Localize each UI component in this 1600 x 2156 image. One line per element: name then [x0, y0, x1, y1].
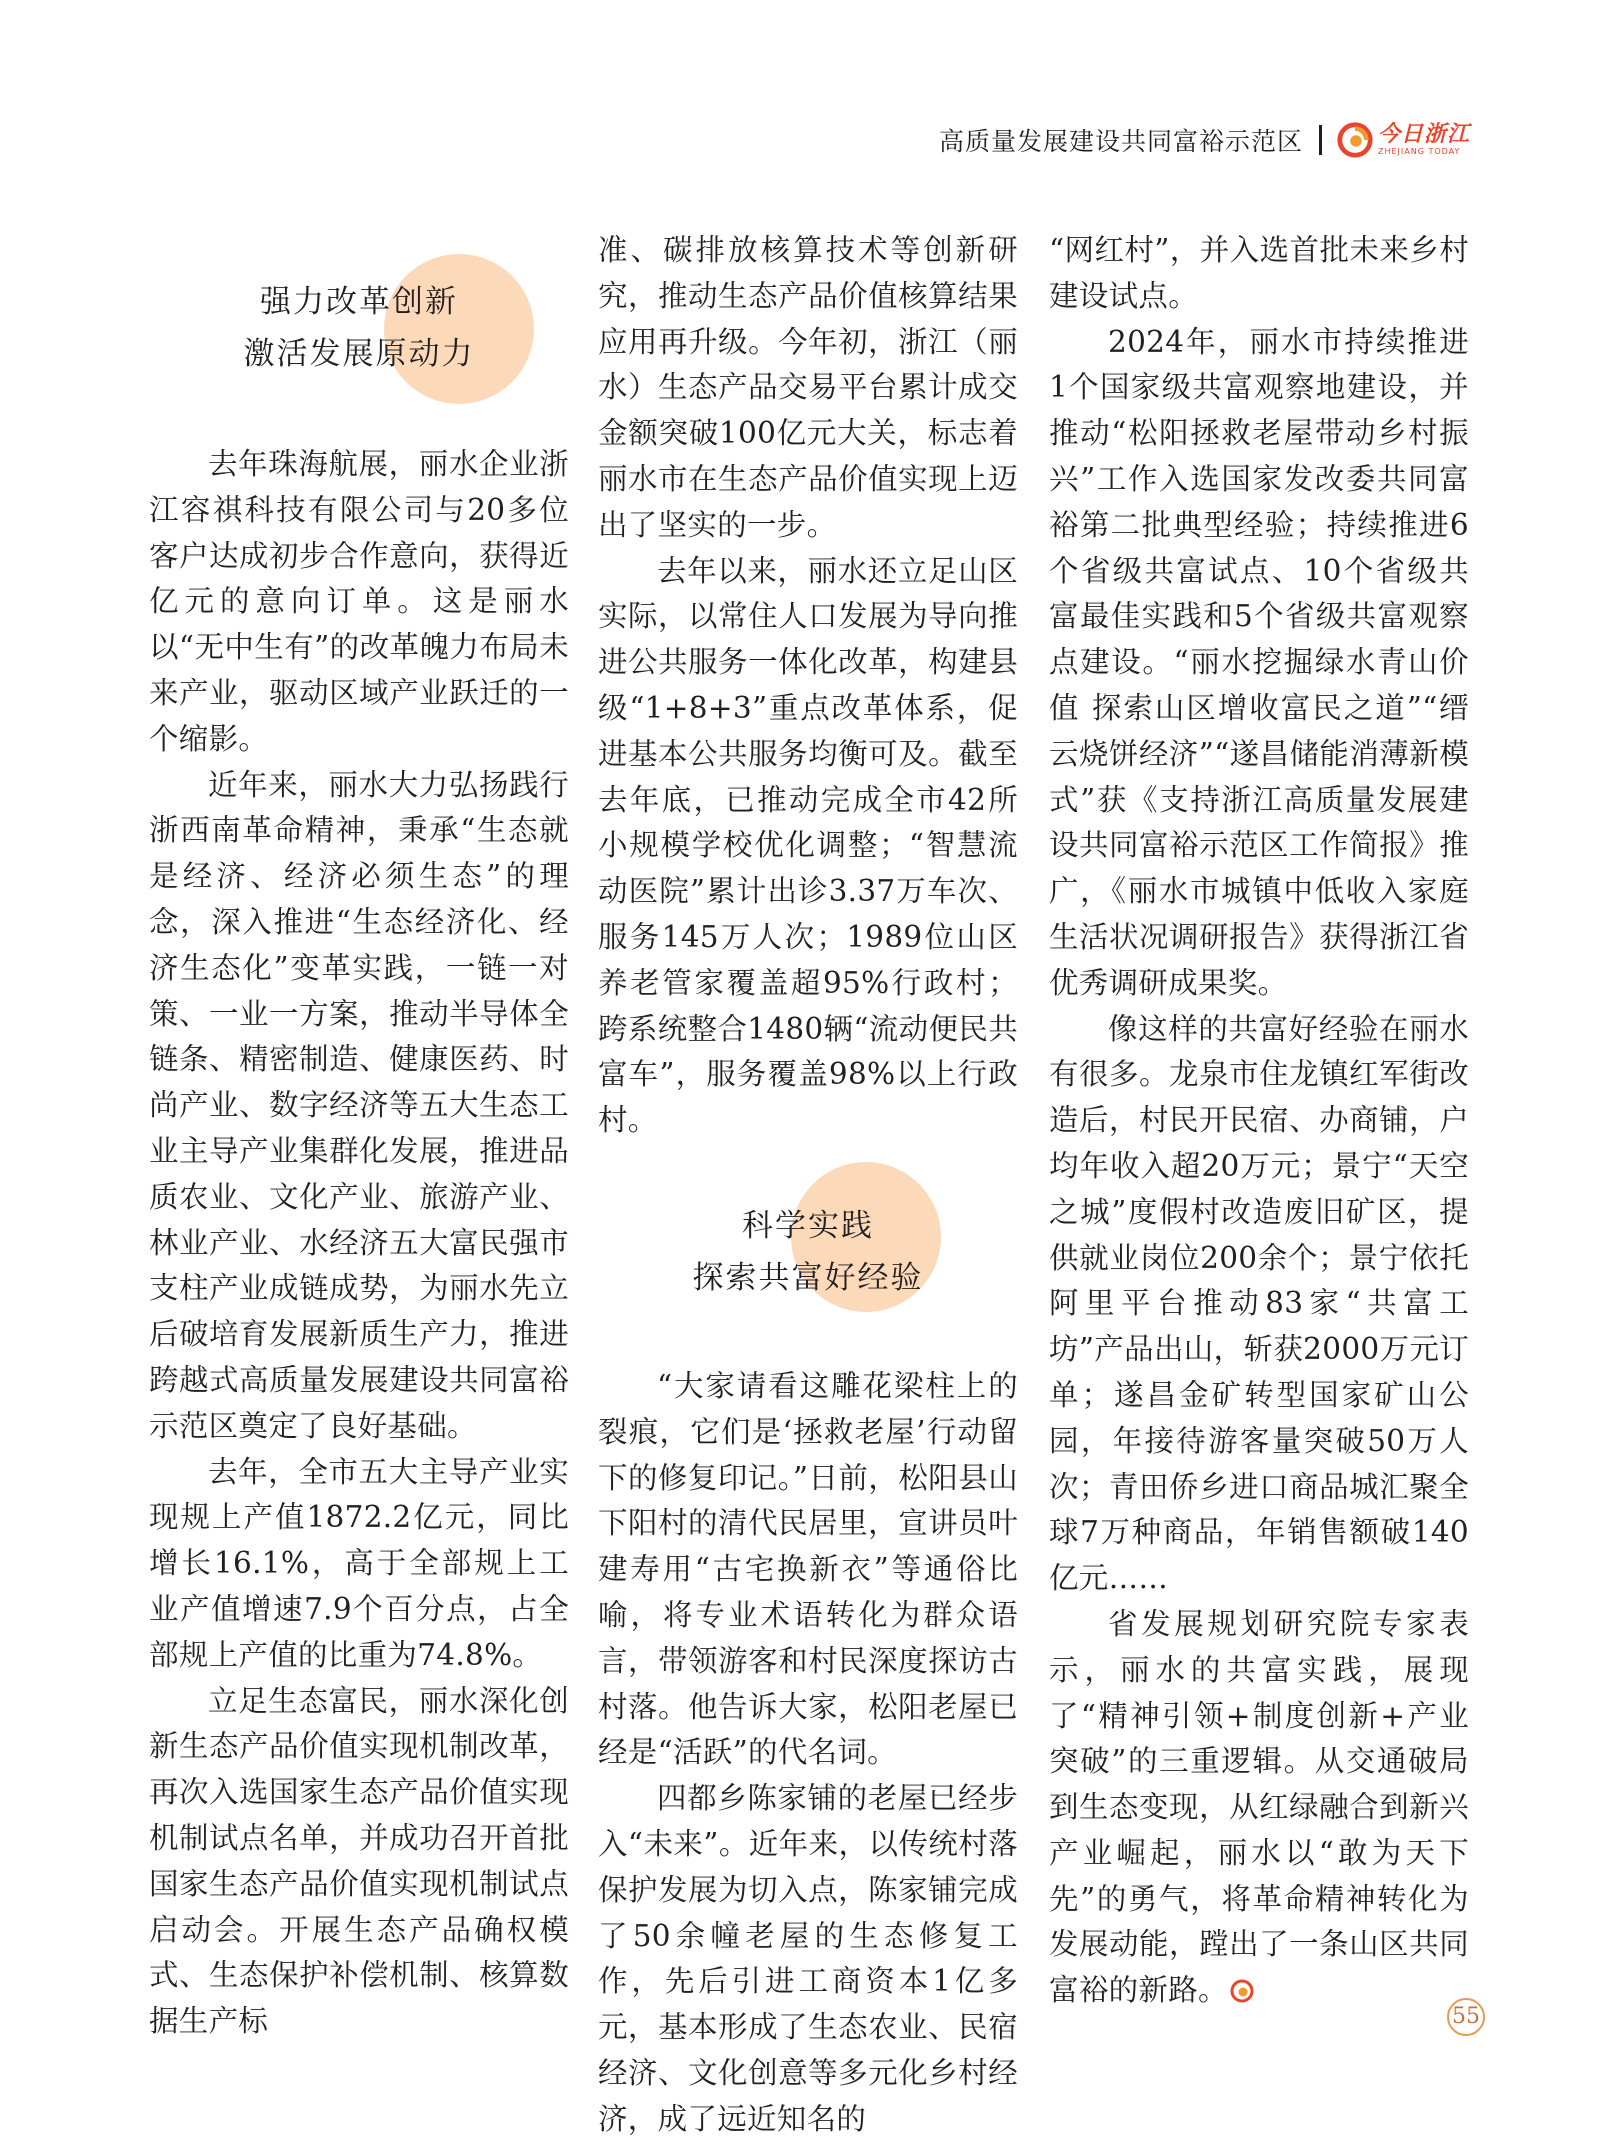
paragraph-continued: “网红村”，并入选首批未来乡村建设试点。: [1049, 233, 1469, 313]
heading-line-1: 科学实践: [742, 1207, 874, 1244]
logo-icon: [1336, 121, 1374, 159]
header-divider: [1319, 125, 1322, 155]
zhejiang-today-logo: [1336, 121, 1470, 159]
paragraph-final-text: 省发展规划研究院专家表示，丽水的共富实践，展现了“精神引领+制度创新+产业突破”的三重逻辑。从交通破局到生态变现，从红绿融合到新兴产业崛起，丽水以“敢为天下先”的勇气，将革命精神转化为发展动能，蹚出了一条山区共同富裕的新路。: [1049, 1606, 1469, 2008]
heading-line-2: 探索共富好经验: [692, 1259, 924, 1296]
article-column-3: [1049, 228, 1469, 2014]
header-title: 高质量发展建设共同富裕示范区: [938, 127, 1303, 156]
paragraph: 2024年，丽水市持续推进1个国家级共富观察地建设，并推动“松阳拯救老屋带动乡村振兴”工作入选国家发改委共同富裕第二批典型经验；持续推进6个省级共富试点、10个省级共富最佳实践和5个省级共富观察点建设。“丽水挖掘绿水青山价值 探索山区增收富民之道”“缙云烧饼经济”“遂昌储能消薄新模式”获《支持浙江高质量发展建设共同富裕示范区工作简报》推广，《丽水市城镇中低收入家庭生活状况调研报告》获得浙江省优秀调研成果奖。: [1049, 324, 1469, 1000]
paragraph: 像这样的共富好经验在丽水有很多。龙泉市住龙镇红军街改造后，村民开民宿、办商铺，户均年收入超20万元；景宁“天空之城”度假村改造废旧矿区，提供就业岗位200余个；景宁依托阿里平台推动83家“共富工坊”产品出山，斩获2000万元订单；遂昌金矿转型国家矿山公园，年接待游客量突破50万人次；青田侨乡进口商品城汇聚全球7万种商品，年销售额破140亿元……: [1049, 1011, 1469, 1596]
article-end-icon: [1230, 1979, 1254, 2003]
paragraph: “大家请看这雕花梁柱上的裂痕，它们是‘拯救老屋’行动留下的修复印记。”日前，松阳县山下阳村的清代民居里，宣讲员叶建寿用“古宅换新衣”等通俗比喻，将专业术语转化为群众语言，带领游客和村民深度探访古村落。他告诉大家，松阳老屋已经是“活跃”的代名词。: [598, 1368, 1018, 1770]
paragraph: 立足生态富民，丽水深化创新生态产品价值实现机制改革，再次入选国家生态产品价值实现机制试点名单，并成功召开首批国家生态产品价值实现机制试点启动会。开展生态产品确权模式、生态保护补偿机制、核算数据生产标: [149, 1683, 569, 2039]
paragraph: 去年以来，丽水还立足山区实际，以常住人口发展为导向推进公共服务一体化改革，构建县级“1+8+3”重点改革体系，促进基本公共服务均衡可及。截至去年底，已推动完成全市42所小规模学校优化调整；“智慧流动医院”累计出诊3.37万车次、服务145万人次；1989位山区养老管家覆盖超95%行政村；跨系统整合1480辆“流动便民共富车”，服务覆盖98%以上行政村。: [598, 553, 1018, 1138]
page-number: 55: [1447, 1998, 1485, 2036]
heading-line-2: 激活发展原动力: [243, 336, 475, 372]
paragraph: 四都乡陈家铺的老屋已经步入“未来”。近年来，以传统村落保护发展为切入点，陈家铺完成了50余幢老屋的生态修复工作，先后引进工商资本1亿多元，基本形成了生态农业、民宿经济、文化创意等多元化乡村经济，成了远近知名的: [598, 1781, 1018, 2136]
section-heading-practice: [598, 1200, 1018, 1304]
paragraph: 去年珠海航展，丽水企业浙江容祺科技有限公司与20多位客户达成初步合作意向，获得近亿元的意向订单。这是丽水以“无中生有”的改革魄力布局未来产业，驱动区域产业跃迁的一个缩影。: [149, 447, 569, 756]
paragraph-final: [1049, 1602, 1469, 2014]
article-column-2: [598, 228, 1018, 2142]
logo-text-cn: 今日浙江: [1377, 122, 1470, 147]
paragraph-continued: 准、碳排放核算技术等创新研究，推动生态产品价值核算结果应用再升级。今年初，浙江（丽水）生态产品交易平台累计成交金额突破100亿元大关，标志着丽水市在生态产品价值实现上迈出了坚实的一步。: [598, 233, 1018, 542]
paragraph: 近年来，丽水大力弘扬践行浙西南革命精神，秉承“生态就是经济、经济必须生态”的理念，深入推进“生态经济化、经济生态化”变革实践，一链一对策、一业一方案，推动半导体全链条、精密制造、健康医药、时尚产业、数字经济等五大生态工业主导产业集群化发展，推进品质农业、文化产业、旅游产业、林业产业、水经济五大富民强市支柱产业成链成势，为丽水先立后破培育发展新质生产力，推进跨越式高质量发展建设共同富裕示范区奠定了良好基础。: [149, 767, 569, 1443]
logo-text-en: ZHEJIANG TODAY: [1377, 147, 1461, 156]
article-column-1: [149, 228, 569, 2045]
heading-line-1: 强力改革创新: [260, 284, 458, 320]
section-heading-reform: [149, 276, 569, 380]
page-header: [939, 118, 1470, 162]
paragraph: 去年，全市五大主导产业实现规上产值1872.2亿元，同比增长16.1%，高于全部规上工业产值增速7.9个百分点，占全部规上产值的比重为74.8%。: [149, 1454, 569, 1672]
